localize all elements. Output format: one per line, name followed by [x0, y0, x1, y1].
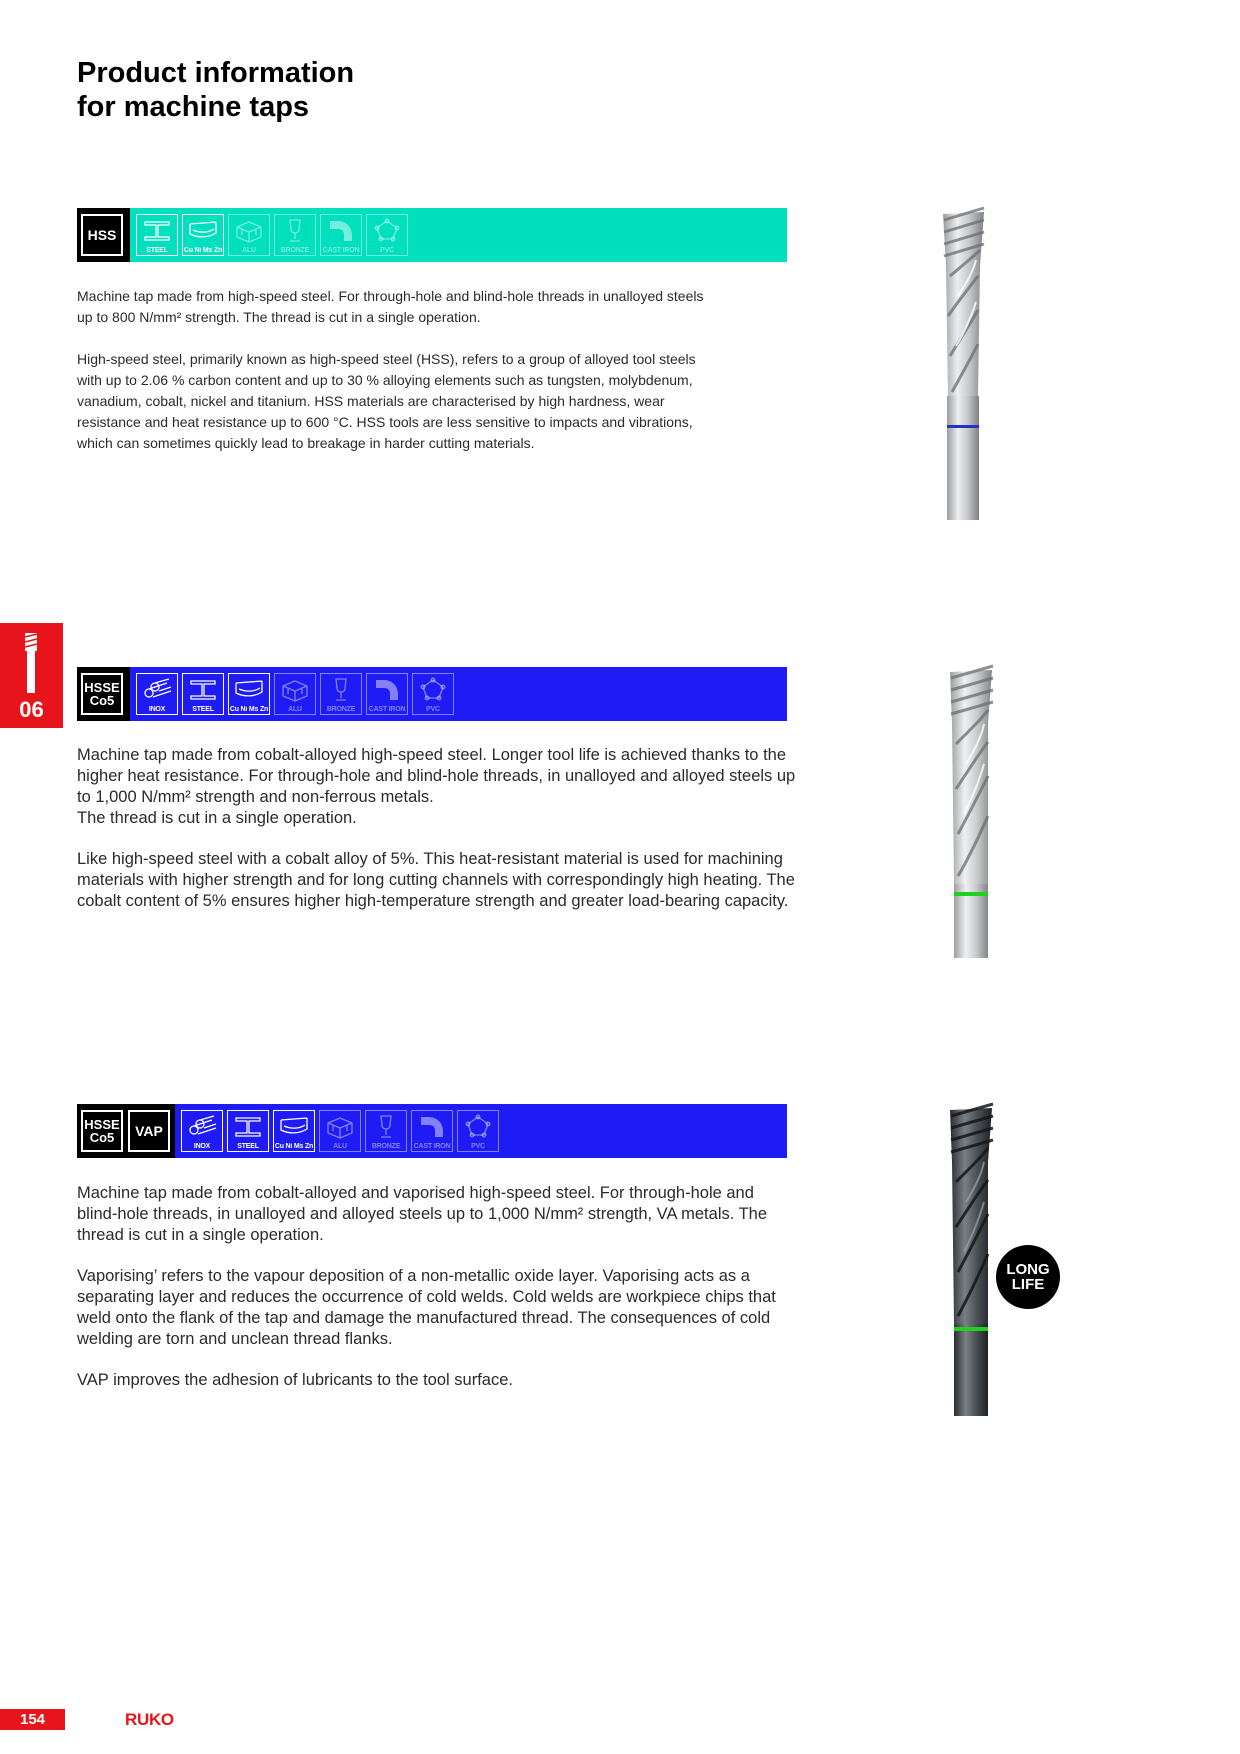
- material-label: PVC: [426, 706, 440, 713]
- hss-machine-tap-image: [928, 206, 1000, 520]
- grade-badge-line: Co5: [89, 1130, 115, 1145]
- page-title: [77, 56, 354, 124]
- steel-beam-icon: [188, 677, 218, 703]
- grade-badge-line: Co5: [89, 693, 115, 708]
- page-title-line-2: for machine taps: [77, 91, 310, 123]
- hsse-material-band: [77, 667, 787, 721]
- material-steel: [182, 673, 224, 715]
- vap-lubricant-note: VAP improves the adhesion of lubricants to the tool surface.: [77, 1371, 513, 1389]
- chapter-number: 06: [19, 697, 44, 722]
- grade-badge-hsse-co5: [81, 1110, 123, 1152]
- grade-badge-vap: [128, 1110, 170, 1152]
- cast-iron-pipe-icon: [417, 1114, 447, 1140]
- pvc-molecule-icon: [463, 1114, 493, 1140]
- material-steel: [227, 1110, 269, 1152]
- material-pvc: [412, 673, 454, 715]
- sheet-metal-icon: [188, 218, 218, 244]
- material-label: ALU: [333, 1143, 347, 1150]
- hsse-vap-material-band: [77, 1104, 787, 1158]
- material-label: ALU: [288, 706, 302, 713]
- sheet-metal-icon: [279, 1114, 309, 1140]
- hss-material-explanation: High-speed steel, primarily known as high-speed steel (HSS), refers to a group of alloyed tool steels with up to 2.06 % carbon content and up to 30 % alloying elements such as tungsten, molybdenum, vanadium, cobalt, nickel and titanium. HSS materials are characterised by high hardness, wear resistance and heat resistance up to 600 °C. HSS tools are less sensitive to impacts and vibrations, which can sometimes quickly lead to breakage in harder cutting materials.: [77, 351, 696, 451]
- grade-badge-hss: [81, 214, 123, 256]
- grade-badge-hsse-co5: [81, 673, 123, 715]
- chapter-tab: [0, 623, 63, 728]
- hss-material-band: [77, 208, 787, 262]
- cast-iron-pipe-icon: [372, 677, 402, 703]
- hsse-description: Machine tap made from cobalt-alloyed high-speed steel. Longer tool life is achieved thanks to the higher heat resistance. For through-hole and blind-hole threads, in unalloyed and alloyed steels up to 1,000 N/mm² strength and non-ferrous metals. The thread is cut in a single operation.: [77, 746, 796, 827]
- material-label: BRONZE: [371, 1143, 401, 1150]
- hsse-machine-tap-image: [936, 664, 1008, 958]
- sheet-metal-icon: [234, 677, 264, 703]
- hsse-identification-ring: [954, 892, 988, 896]
- material-label: Cu Ni Ms Zn: [183, 247, 223, 254]
- material-cast-iron: [320, 214, 362, 256]
- material-label: CAST IRON: [368, 706, 406, 713]
- brand-logo: RUKO: [125, 1710, 174, 1729]
- material-label: CAST IRON: [413, 1143, 451, 1150]
- aluminium-profile-icon: [280, 677, 310, 703]
- hss-description: Machine tap made from high-speed steel. For through-hole and blind-hole threads in unalloyed steels up to 800 N/mm² strength. The thread is cut in a single operation.: [77, 288, 704, 325]
- page-title-line-1: Product information: [77, 57, 355, 89]
- long-life-badge: [996, 1245, 1060, 1309]
- material-label: STEEL: [192, 706, 214, 713]
- steel-beam-icon: [233, 1114, 263, 1140]
- bronze-goblet-icon: [371, 1114, 401, 1140]
- material-alu: [274, 673, 316, 715]
- steel-beam-icon: [142, 218, 172, 244]
- material-cast-iron: [411, 1110, 453, 1152]
- material-pvc: [366, 214, 408, 256]
- hsse-material-explanation: Like high-speed steel with a cobalt alloy of 5%. This heat-resistant material is used for machining materials with higher strength and for long cutting channels with correspondingly high heating. The cobalt content of 5% ensures higher high-temperature strength and greater load-bearing capacity.: [77, 850, 795, 910]
- material-inox: [136, 673, 178, 715]
- material-label: ALU: [242, 247, 256, 254]
- grade-badge-line: VAP: [135, 1122, 163, 1139]
- material-alu: [319, 1110, 361, 1152]
- material-label: BRONZE: [280, 247, 310, 254]
- material-label: Cu Ni Ms Zn: [274, 1143, 314, 1150]
- tap-chapter-icon: [22, 631, 40, 693]
- material-bronze: [365, 1110, 407, 1152]
- material-label: CAST IRON: [322, 247, 360, 254]
- pvc-molecule-icon: [418, 677, 448, 703]
- grade-badge-line: HSSE: [84, 1117, 120, 1132]
- stainless-tubes-icon: [187, 1114, 217, 1140]
- material-cast-iron: [366, 673, 408, 715]
- material-label: STEEL: [146, 247, 168, 254]
- aluminium-profile-icon: [325, 1114, 355, 1140]
- stainless-tubes-icon: [142, 677, 172, 703]
- bronze-goblet-icon: [280, 218, 310, 244]
- material-label: BRONZE: [326, 706, 356, 713]
- hsse-vap-identification-ring: [954, 1327, 988, 1331]
- material-cu-ni-ms-zn: [228, 673, 270, 715]
- long-life-line: LONG: [1006, 1261, 1050, 1278]
- long-life-line: LIFE: [1011, 1276, 1045, 1293]
- pvc-molecule-icon: [372, 218, 402, 244]
- material-label: INOX: [148, 706, 166, 713]
- material-label: PVC: [380, 247, 394, 254]
- grade-badge-line: HSSE: [84, 680, 120, 695]
- material-label: STEEL: [237, 1143, 259, 1150]
- bronze-goblet-icon: [326, 677, 356, 703]
- hsse-vap-machine-tap-image: [936, 1102, 1008, 1416]
- material-steel: [136, 214, 178, 256]
- hsse-vap-description: Machine tap made from cobalt-alloyed and vaporised high-speed steel. For through-hole and blind-hole threads, in unalloyed and alloyed steels up to 1,000 N/mm² strength, VA metals. The thread is cut in a single operation.: [77, 1184, 768, 1244]
- material-cu-ni-ms-zn: [182, 214, 224, 256]
- hss-identification-ring: [947, 425, 979, 428]
- material-label: Cu Ni Ms Zn: [229, 706, 269, 713]
- aluminium-profile-icon: [234, 218, 264, 244]
- material-inox: [181, 1110, 223, 1152]
- vaporising-explanation: Vaporising’ refers to the vapour deposition of a non-metallic oxide layer. Vaporising acts as a separating layer and reduces the occurrence of cold welds. Cold welds are workpiece chips that weld onto the flank of the tap and damage the manufactured thread. The consequences of cold welding are torn and unclean thread flanks.: [77, 1267, 776, 1348]
- cast-iron-pipe-icon: [326, 218, 356, 244]
- material-label: INOX: [193, 1143, 211, 1150]
- page-number: 154: [0, 1709, 65, 1730]
- material-cu-ni-ms-zn: [273, 1110, 315, 1152]
- material-bronze: [320, 673, 362, 715]
- material-alu: [228, 214, 270, 256]
- grade-badge-line: HSS: [87, 226, 117, 243]
- material-pvc: [457, 1110, 499, 1152]
- material-label: PVC: [471, 1143, 485, 1150]
- material-bronze: [274, 214, 316, 256]
